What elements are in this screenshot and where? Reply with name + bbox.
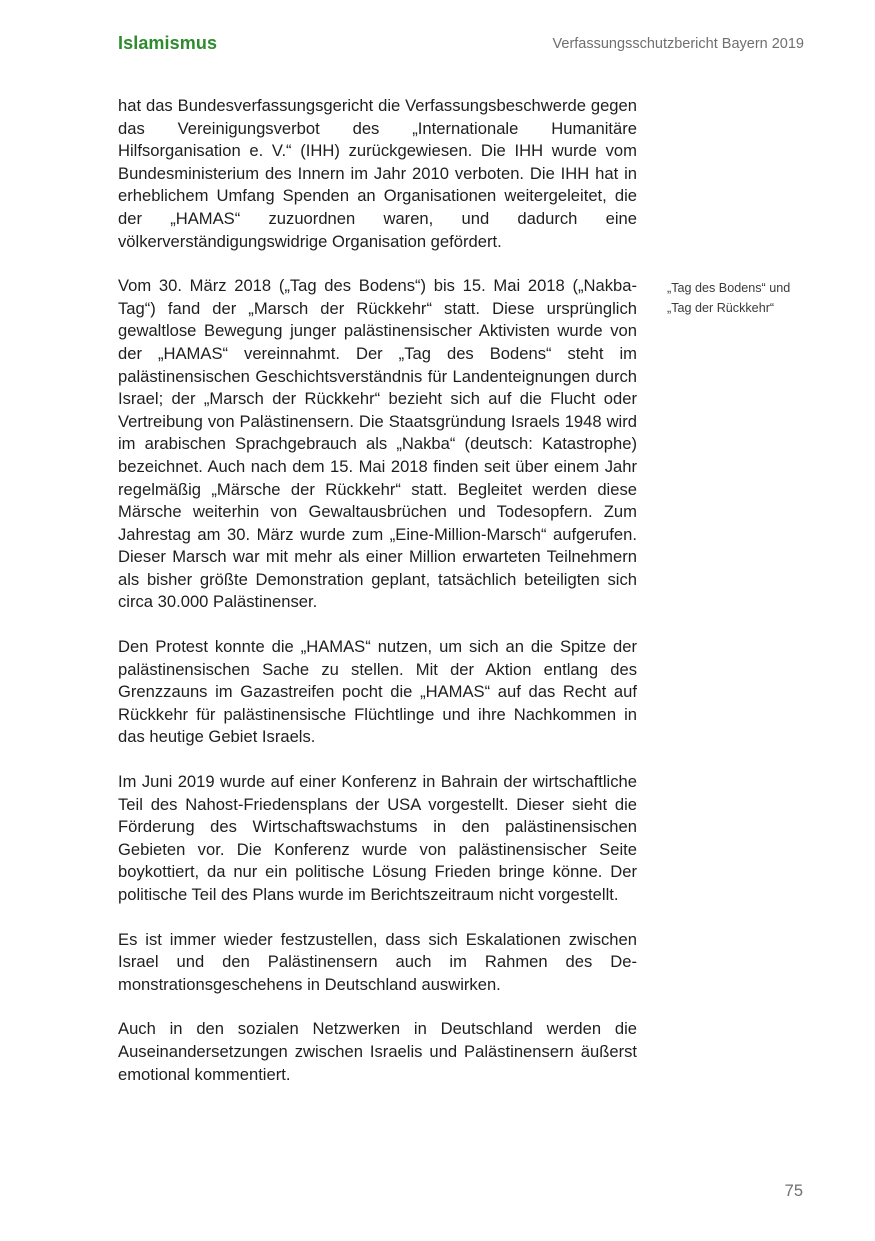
paragraph-marsch-der-rueckkehr: Vom 30. März 2018 („Tag des Bodens“) bis 15. Mai 2018 („Nakba-Tag“) fand der „Marsch der Rückkehr“ statt. Diese ursprünglich gewaltlose Bewegung junger palästinensischer Aktivisten wurde von der „HAMAS“ vereinnahmt. Der „Tag des Bodens“ steht im palästinensischen Geschichtsverständnis für Landenteignungen durch Israel; der „Marsch der Rückkehr“ bezieht sich auf die Flucht oder Vertreibung von Palästinensern. Die Staatsgründung Israels 1948 wird im arabischen Sprachgebrauch als „Nakba“ (deutsch: Katastrophe) bezeichnet. Auch nach dem 15. Mai 2018 finden seit über einem Jahr regelmäßig „Märsche der Rückkehr“ statt. Begleitet werden diese Märsche weiterhin von Gewaltausbrüchen und Todesopfern. Zum Jahrestag am 30. März wurde zum „Eine-Million-Marsch“ aufgerufen. Dieser Marsch war mit mehr als einer Million erwarteten Teilnehmern als bisher größte Demonstration geplant, tatsächlich beteiligten sich circa 30.000 Palästinenser. bbox=[118, 276, 637, 612]
paragraph-ihh: hat das Bundesverfassungsgericht die Verfassungsbeschwerde gegen das Vereinigungsverbot des „Internationale Humanitäre Hilfsorganisation e. V.“ (IHH) zurückgewiesen. Die IHH wurde vom Bundesministerium des Innern im Jahr 2010 verboten. Die IHH hat in erheblichem Umfang Spenden an Organisationen weitergeleitet, die der „HAMAS“ zuzuordnen waren, und dadurch eine völkerverständigungswidrige Organisation gefördert. bbox=[118, 96, 637, 251]
report-title: Verfassungsschutzbericht Bayern 2019 bbox=[552, 36, 804, 52]
margin-note: „Tag des Bodens“ und „Tag der Rückkehr“ bbox=[667, 281, 791, 315]
paragraph-soziale-netzwerke: Auch in den sozialen Netzwerken in Deutschland werden die Auseinandersetzungen zwischen Israelis und Palästinensern äußerst emotional kommentiert. bbox=[118, 1019, 637, 1084]
paragraph-bahrain-konferenz: Im Juni 2019 wurde auf einer Konferenz in Bahrain der wirtschaftliche Teil des Nahost-Friedensplans der USA vorgestellt. Dieser sieht die Förderung des Wirtschaftswachstums in den palästinensischen Gebieten vor. Die Konferenz wurde von palästinensischer Seite boykottiert, da nur ein politische Lösung Frieden bringe könne. Der politische Teil des Plans wurde im Berichtszeitraum nicht vorgestellt. bbox=[118, 772, 637, 904]
section-title: Islamismus bbox=[118, 33, 218, 53]
main-text bbox=[118, 95, 637, 1108]
paragraph-eskalationen: Es ist immer wieder festzustellen, dass sich Eskalationen zwischen Israel und den Palästinensern auch im Rahmen des Demonstrationsgeschehens in Deutschland auswirken. bbox=[118, 929, 637, 994]
paragraph-protest: Den Protest konnte die „HAMAS“ nutzen, um sich an die Spitze der palästinensischen Sache zu stellen. Mit der Aktion entlang des Grenzzauns im Gazastreifen pocht die „HAMAS“ auf das Recht auf Rückkehr für palästinensische Flüchtlinge und ihre Nachkommen in das heutige Gebiet Israels. bbox=[118, 637, 637, 747]
page-number: 75 bbox=[784, 1182, 803, 1200]
